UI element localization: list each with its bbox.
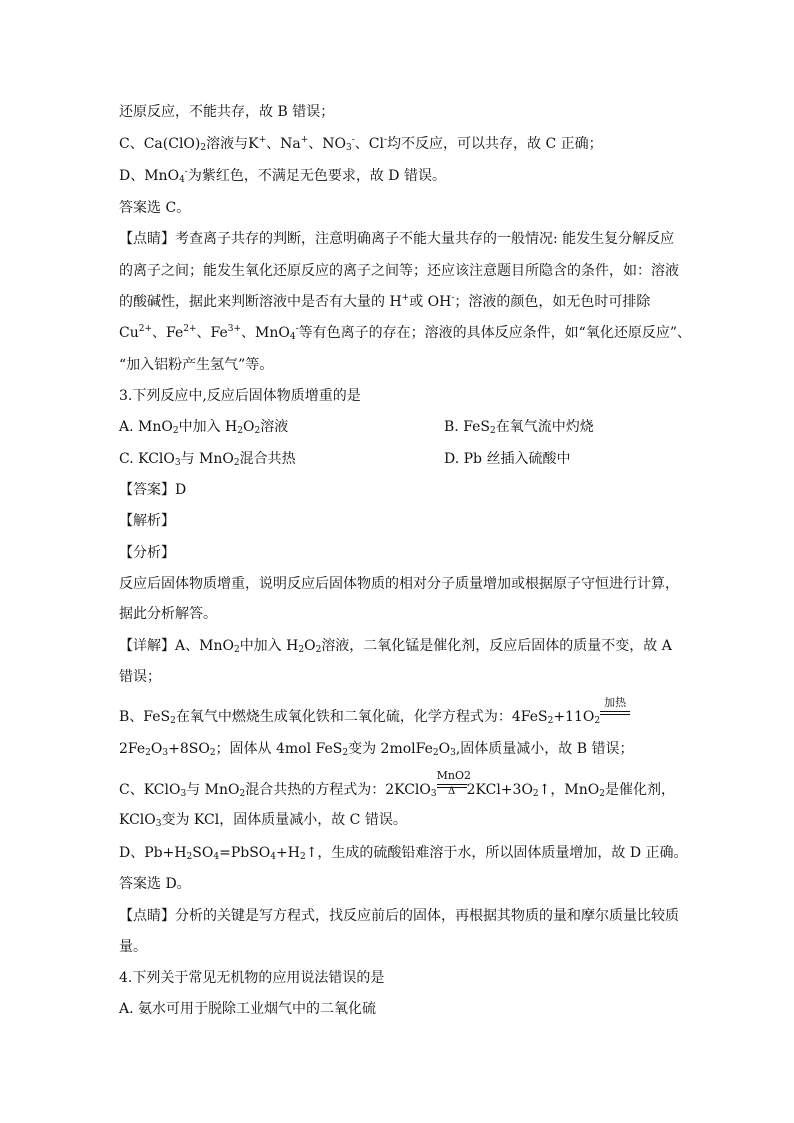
text-line: 答案选 D。 <box>119 876 191 892</box>
text-line: $2Fe_2O_3+8SO_2$；固体从 4mol FeS$_2$变为 $2molFe_2O_3$,固体质量减小，故 B 错误； <box>119 741 634 758</box>
option-a: A. 氨水可用于脱除工业烟气中的二氧化硫 <box>119 1001 377 1017</box>
text-line: 【点睛】分析的关键是写方程式，找反应前后的固体，再根据其物质的量和摩尔质量比较质 <box>119 908 679 924</box>
text-line: 【详解】A、MnO$_2$中加入 $H_2O_2$溶液，二氧化锰是催化剂，反应后固体的质量不变，故 A <box>119 638 672 655</box>
text-line: C、$Ca(ClO)_2$溶液与K+、Na+、$NO_3^-$、Cl-均不反应，可以共存，故 C 正确； <box>119 135 603 153</box>
text-line: 【点睛】考查离子共存的判断，注意明确离子不能大量共存的一般情况: 能发生复分解反应 <box>119 231 675 247</box>
text-line: C、KClO$_3$与 MnO$_2$混合共热的方程式为：2KClO$_3$ MnO2 Δ $2KCl+3O_2↑$，MnO$_2$是催化剂， <box>119 769 675 799</box>
option-c: C. KClO$_3$与 MnO$_2$混合共热 <box>119 451 296 468</box>
section-tag: 【解析】 <box>119 513 175 529</box>
reaction-condition: 加热 <box>600 703 630 725</box>
section-tag: 【详解】 <box>119 638 175 654</box>
text-line: $Cu^{2+}$、$Fe^{2+}$、$Fe^{3+}$、MnO$_4$-等有色离子的存在；溶液的具体反应条件，如“氧化还原反应”、 <box>119 324 691 342</box>
text-line: 据此分析解答。 <box>119 606 217 622</box>
text-line: B、FeS$_2$在氧气中燃烧生成氧化铁和二氧化硫，化学方程式为：$4FeS_2+11O_2$ 加热 <box>119 703 630 727</box>
text-line: KClO$_3$变为 KCl，固体质量减小，故 C 错误。 <box>119 812 407 829</box>
text-line: 反应后固体物质增重，说明反应后固体物质的相对分子质量增加或根据原子守恒进行计算， <box>119 576 679 592</box>
answer-value: D <box>175 482 187 498</box>
option-d: D. Pb 丝插入硫酸中 <box>444 451 571 467</box>
text-line: D、MnO$_4$-为紫红色，不满足无色要求，故 D 错误。 <box>119 167 446 185</box>
option-b: B. FeS$_2$在氧气流中灼烧 <box>444 419 594 436</box>
question-3: 3.下列反应中,反应后固体物质增重的是 <box>119 388 361 404</box>
text-line: 的离子之间；能发生氧化还原反应的离子之间等；还应该注意题目所隐含的条件，如：溶液 <box>119 263 679 279</box>
text-line: 还原反应，不能共存，故 B 错误； <box>119 104 335 120</box>
text-line: 的酸碱性，据此来判断溶液中是否有大量的 H+或 OH-；溶液的颜色，如无色时可排除 <box>119 293 651 310</box>
option-a: A. MnO$_2$中加入 $H_2O_2$溶液 <box>119 419 289 436</box>
text-line: D、$Pb+H_2SO_4=PbSO_4+H_2↑$，生成的硫酸铅难溶于水，所以固体质量增加，故 D 正确。 <box>119 845 688 862</box>
section-tag: 【点睛】 <box>119 908 175 924</box>
text-line: 答案选 C。 <box>119 200 191 216</box>
text-line: 错误； <box>119 669 161 685</box>
text-line: 量。 <box>119 939 147 955</box>
answer-line <box>119 480 186 500</box>
reaction-condition: MnO2 Δ <box>436 769 471 797</box>
section-tag: 【分析】 <box>119 545 175 561</box>
section-tag: 【点睛】 <box>119 231 175 247</box>
question-4: 4.下列关于常见无机物的应用说法错误的是 <box>119 970 385 986</box>
section-tag: 【答案】 <box>119 482 175 498</box>
text-line: “加入铝粉产生氢气”等。 <box>119 357 274 373</box>
